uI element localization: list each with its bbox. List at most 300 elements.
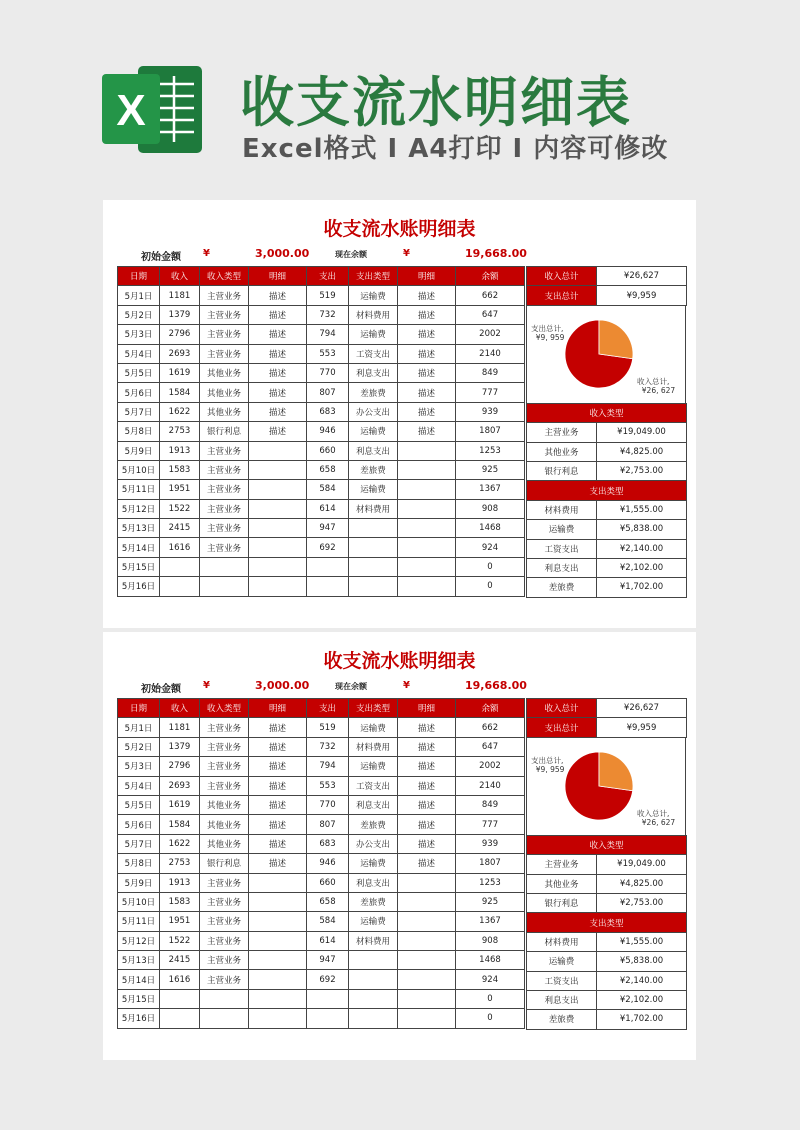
table-cell[interactable]: 2002	[456, 757, 525, 776]
table-cell[interactable]: 5月16日	[118, 577, 160, 596]
table-cell[interactable]: 描述	[249, 344, 307, 363]
expense-type-amount[interactable]: ¥2,102.00	[597, 990, 687, 1009]
table-cell[interactable]: 5月10日	[118, 892, 160, 911]
expense-type-row	[527, 1010, 687, 1029]
table-cell[interactable]: 主营业务	[200, 460, 249, 479]
table-cell[interactable]: 1367	[456, 480, 525, 499]
table-cell[interactable]: 5月1日	[118, 718, 160, 737]
expense-type-amount[interactable]: ¥5,838.00	[597, 952, 687, 971]
table-cell[interactable]: 5月2日	[118, 305, 160, 324]
table-cell[interactable]: 描述	[398, 757, 456, 776]
income-type-amount[interactable]: ¥2,753.00	[597, 461, 687, 480]
table-cell[interactable]	[249, 480, 307, 499]
table-cell[interactable]: 主营业务	[200, 286, 249, 305]
income-type-amount[interactable]: ¥19,049.00	[597, 423, 687, 442]
table-cell[interactable]: 主营业务	[200, 441, 249, 460]
table-cell[interactable]	[200, 557, 249, 576]
expense-type-amount[interactable]: ¥1,702.00	[597, 1010, 687, 1029]
table-cell[interactable]: 描述	[398, 854, 456, 873]
table-cell[interactable]: 1584	[160, 815, 200, 834]
table-cell[interactable]: 主营业务	[200, 718, 249, 737]
table-cell[interactable]	[249, 577, 307, 596]
table-cell[interactable]: 描述	[249, 422, 307, 441]
table-cell[interactable]: 1253	[456, 873, 525, 892]
table-cell[interactable]: 658	[307, 460, 349, 479]
income-type-name: 银行利息	[527, 893, 597, 912]
table-row	[118, 737, 525, 756]
table-cell[interactable]: 1181	[160, 286, 200, 305]
balance-currency: ¥	[403, 248, 410, 259]
table-cell[interactable]: 5月6日	[118, 815, 160, 834]
table-cell[interactable]: 描述	[398, 776, 456, 795]
table-cell[interactable]: 描述	[249, 834, 307, 853]
table-cell[interactable]: 908	[456, 499, 525, 518]
table-cell[interactable]: 描述	[249, 757, 307, 776]
table-row	[118, 912, 525, 931]
table-row	[118, 363, 525, 382]
table-cell[interactable]: 2140	[456, 776, 525, 795]
table-cell[interactable]: 5月2日	[118, 737, 160, 756]
table-cell[interactable]	[160, 557, 200, 576]
table-cell[interactable]: 办公支出	[349, 834, 398, 853]
table-cell[interactable]: 1807	[456, 854, 525, 873]
table-cell[interactable]: 1367	[456, 912, 525, 931]
table-cell[interactable]: 主营业务	[200, 305, 249, 324]
table-cell[interactable]: 描述	[398, 344, 456, 363]
table-cell[interactable]: 732	[307, 737, 349, 756]
page-subtitle: Excel格式 I A4打印 I 内容可修改	[242, 134, 669, 164]
table-cell[interactable]: 1807	[456, 422, 525, 441]
table-cell[interactable]: 519	[307, 718, 349, 737]
table-cell[interactable]	[249, 970, 307, 989]
table-cell[interactable]: 2796	[160, 757, 200, 776]
table-cell[interactable]: 其他业务	[200, 815, 249, 834]
table-cell[interactable]	[349, 970, 398, 989]
table-cell[interactable]: 材料费用	[349, 931, 398, 950]
table-cell[interactable]: 材料费用	[349, 305, 398, 324]
table-cell[interactable]: 946	[307, 422, 349, 441]
table-cell[interactable]: 614	[307, 499, 349, 518]
expense-total-value[interactable]: ¥9,959	[597, 286, 687, 305]
table-cell[interactable]: 584	[307, 912, 349, 931]
income-total-value[interactable]: ¥26,627	[597, 699, 687, 718]
table-cell[interactable]: 描述	[249, 325, 307, 344]
table-cell[interactable]: 947	[307, 519, 349, 538]
table-cell[interactable]: 银行利息	[200, 854, 249, 873]
table-cell[interactable]	[349, 989, 398, 1008]
table-cell[interactable]: 519	[307, 286, 349, 305]
income-type-name: 主营业务	[527, 423, 597, 442]
table-cell[interactable]: 主营业务	[200, 776, 249, 795]
table-cell[interactable]: 主营业务	[200, 912, 249, 931]
table-cell[interactable]	[307, 577, 349, 596]
table-cell[interactable]	[160, 577, 200, 596]
table-cell[interactable]: 2140	[456, 344, 525, 363]
table-cell[interactable]: 描述	[249, 815, 307, 834]
table-cell[interactable]: 5月11日	[118, 912, 160, 931]
table-cell[interactable]: 1253	[456, 441, 525, 460]
expense-type-name: 运输费	[527, 952, 597, 971]
table-cell[interactable]: 运输费	[349, 422, 398, 441]
table-cell[interactable]: 运输费	[349, 912, 398, 931]
table-cell[interactable]: 849	[456, 363, 525, 382]
table-cell[interactable]: 主营业务	[200, 538, 249, 557]
table-cell[interactable]	[398, 499, 456, 518]
table-cell[interactable]: 0	[456, 989, 525, 1008]
table-cell[interactable]: 660	[307, 873, 349, 892]
table-cell[interactable]	[349, 519, 398, 538]
table-cell[interactable]: 5月13日	[118, 519, 160, 538]
table-cell[interactable]: 描述	[398, 834, 456, 853]
table-cell[interactable]: 946	[307, 854, 349, 873]
table-cell[interactable]	[307, 1009, 349, 1028]
table-cell[interactable]: 1622	[160, 834, 200, 853]
table-cell[interactable]: 939	[456, 402, 525, 421]
table-cell[interactable]	[398, 1009, 456, 1028]
table-cell[interactable]: 849	[456, 795, 525, 814]
table-cell[interactable]: 5月3日	[118, 757, 160, 776]
table-cell[interactable]: 807	[307, 815, 349, 834]
table-cell[interactable]: 2693	[160, 344, 200, 363]
table-cell[interactable]: 5月5日	[118, 363, 160, 382]
table-cell[interactable]	[249, 931, 307, 950]
table-cell[interactable]: 材料费用	[349, 737, 398, 756]
table-cell[interactable]: 描述	[398, 286, 456, 305]
table-cell[interactable]	[249, 557, 307, 576]
table-cell[interactable]: 主营业务	[200, 480, 249, 499]
column-header: 收入类型	[200, 267, 249, 286]
table-cell[interactable]: 1619	[160, 363, 200, 382]
table-cell[interactable]: 732	[307, 305, 349, 324]
table-cell[interactable]: 924	[456, 970, 525, 989]
table-cell[interactable]: 主营业务	[200, 519, 249, 538]
table-cell[interactable]	[249, 519, 307, 538]
table-cell[interactable]: 差旅费	[349, 383, 398, 402]
table-cell[interactable]: 主营业务	[200, 951, 249, 970]
table-cell[interactable]: 描述	[249, 795, 307, 814]
table-cell[interactable]: 5月9日	[118, 873, 160, 892]
table-cell[interactable]: 描述	[398, 402, 456, 421]
table-cell[interactable]	[249, 873, 307, 892]
table-cell[interactable]: 2415	[160, 951, 200, 970]
table-cell[interactable]: 差旅费	[349, 815, 398, 834]
table-cell[interactable]: 描述	[249, 363, 307, 382]
table-cell[interactable]: 794	[307, 757, 349, 776]
table-cell[interactable]	[398, 441, 456, 460]
table-cell[interactable]: 1522	[160, 931, 200, 950]
table-cell[interactable]	[249, 499, 307, 518]
table-cell[interactable]: 908	[456, 931, 525, 950]
table-cell[interactable]: 描述	[398, 795, 456, 814]
table-cell[interactable]: 差旅费	[349, 460, 398, 479]
table-cell[interactable]: 其他业务	[200, 795, 249, 814]
table-cell[interactable]	[307, 989, 349, 1008]
table-cell[interactable]: 5月3日	[118, 325, 160, 344]
table-row	[118, 931, 525, 950]
table-cell[interactable]: 描述	[249, 718, 307, 737]
table-cell[interactable]	[398, 460, 456, 479]
table-cell[interactable]: 银行利息	[200, 422, 249, 441]
table-cell[interactable]: 1379	[160, 305, 200, 324]
table-cell[interactable]: 662	[456, 718, 525, 737]
income-total-label: 收入总计	[527, 267, 597, 286]
table-cell[interactable]: 主营业务	[200, 344, 249, 363]
table-cell[interactable]: 描述	[249, 776, 307, 795]
table-cell[interactable]: 主营业务	[200, 737, 249, 756]
table-cell[interactable]: 主营业务	[200, 873, 249, 892]
table-cell[interactable]: 0	[456, 1009, 525, 1028]
table-cell[interactable]: 925	[456, 460, 525, 479]
table-cell[interactable]: 描述	[398, 422, 456, 441]
table-cell[interactable]: 利息支出	[349, 441, 398, 460]
table-cell[interactable]: 描述	[249, 737, 307, 756]
table-cell[interactable]	[200, 577, 249, 596]
table-cell[interactable]: 描述	[398, 383, 456, 402]
table-cell[interactable]: 5月16日	[118, 1009, 160, 1028]
table-cell[interactable]	[398, 912, 456, 931]
pie-slice-expense	[599, 320, 633, 359]
table-cell[interactable]	[160, 989, 200, 1008]
expense-type-amount[interactable]: ¥2,140.00	[597, 539, 687, 558]
table-cell[interactable]: 5月4日	[118, 344, 160, 363]
table-cell[interactable]: 描述	[398, 737, 456, 756]
column-header: 明细	[398, 699, 456, 718]
table-cell[interactable]	[349, 951, 398, 970]
table-cell[interactable]: 5月8日	[118, 422, 160, 441]
income-type-amount[interactable]: ¥2,753.00	[597, 893, 687, 912]
table-cell[interactable]: 利息支出	[349, 873, 398, 892]
table-cell[interactable]	[398, 538, 456, 557]
table-cell[interactable]: 1583	[160, 892, 200, 911]
table-cell[interactable]: 1181	[160, 718, 200, 737]
table-cell[interactable]: 办公支出	[349, 402, 398, 421]
table-cell[interactable]: 5月15日	[118, 557, 160, 576]
table-cell[interactable]: 描述	[249, 402, 307, 421]
table-cell[interactable]: 描述	[398, 815, 456, 834]
table-cell[interactable]: 660	[307, 441, 349, 460]
table-cell[interactable]: 描述	[249, 305, 307, 324]
table-cell[interactable]: 1622	[160, 402, 200, 421]
table-cell[interactable]: 683	[307, 834, 349, 853]
table-row	[118, 422, 525, 441]
table-cell[interactable]: 2796	[160, 325, 200, 344]
table-cell[interactable]: 2002	[456, 325, 525, 344]
table-cell[interactable]	[249, 460, 307, 479]
table-cell[interactable]: 运输费	[349, 854, 398, 873]
table-cell[interactable]: 描述	[249, 286, 307, 305]
table-cell[interactable]	[349, 1009, 398, 1028]
table-cell[interactable]: 924	[456, 538, 525, 557]
table-cell[interactable]: 利息支出	[349, 363, 398, 382]
table-cell[interactable]: 其他业务	[200, 402, 249, 421]
table-cell[interactable]: 5月1日	[118, 286, 160, 305]
table-cell[interactable]: 5月6日	[118, 383, 160, 402]
table-cell[interactable]: 5月4日	[118, 776, 160, 795]
table-cell[interactable]: 614	[307, 931, 349, 950]
table-cell[interactable]: 1616	[160, 538, 200, 557]
table-cell[interactable]	[249, 912, 307, 931]
table-cell[interactable]	[398, 557, 456, 576]
column-header: 收入	[160, 267, 200, 286]
expense-type-amount[interactable]: ¥1,555.00	[597, 932, 687, 951]
table-cell[interactable]: 主营业务	[200, 970, 249, 989]
table-cell[interactable]: 683	[307, 402, 349, 421]
table-cell[interactable]: 5月7日	[118, 402, 160, 421]
table-cell[interactable]: 5月12日	[118, 499, 160, 518]
table-cell[interactable]: 工资支出	[349, 776, 398, 795]
table-cell[interactable]: 770	[307, 363, 349, 382]
table-cell[interactable]	[398, 873, 456, 892]
table-cell[interactable]: 1951	[160, 912, 200, 931]
income-type-row	[527, 893, 687, 912]
table-cell[interactable]: 1616	[160, 970, 200, 989]
table-cell[interactable]	[398, 970, 456, 989]
table-cell[interactable]: 2415	[160, 519, 200, 538]
table-cell[interactable]: 主营业务	[200, 499, 249, 518]
table-cell[interactable]: 5月14日	[118, 970, 160, 989]
table-cell[interactable]: 差旅费	[349, 892, 398, 911]
expense-total-label: 支出总计	[527, 286, 597, 305]
table-cell[interactable]: 5月12日	[118, 931, 160, 950]
table-cell[interactable]	[398, 989, 456, 1008]
table-cell[interactable]: 2753	[160, 854, 200, 873]
table-cell[interactable]: 553	[307, 344, 349, 363]
table-cell[interactable]	[249, 989, 307, 1008]
table-cell[interactable]: 其他业务	[200, 834, 249, 853]
table-cell[interactable]: 主营业务	[200, 757, 249, 776]
table-cell[interactable]: 1468	[456, 519, 525, 538]
table-cell[interactable]: 692	[307, 970, 349, 989]
table-cell[interactable]: 5月11日	[118, 480, 160, 499]
table-cell[interactable]: 1913	[160, 441, 200, 460]
table-cell[interactable]: 939	[456, 834, 525, 853]
table-cell[interactable]: 807	[307, 383, 349, 402]
table-cell[interactable]: 1951	[160, 480, 200, 499]
balance-currency: ¥	[403, 680, 410, 691]
table-cell[interactable]: 1522	[160, 499, 200, 518]
table-cell[interactable]	[398, 931, 456, 950]
income-type-amount[interactable]: ¥4,825.00	[597, 874, 687, 893]
table-cell[interactable]: 5月9日	[118, 441, 160, 460]
table-cell[interactable]	[398, 519, 456, 538]
income-type-amount[interactable]: ¥4,825.00	[597, 442, 687, 461]
table-cell[interactable]: 描述	[249, 383, 307, 402]
table-cell[interactable]: 692	[307, 538, 349, 557]
expense-type-amount[interactable]: ¥2,102.00	[597, 558, 687, 577]
table-cell[interactable]: 运输费	[349, 480, 398, 499]
table-cell[interactable]: 其他业务	[200, 383, 249, 402]
table-cell[interactable]: 584	[307, 480, 349, 499]
income-type-amount[interactable]: ¥19,049.00	[597, 855, 687, 874]
table-cell[interactable]: 647	[456, 305, 525, 324]
table-cell[interactable]: 647	[456, 737, 525, 756]
table-cell[interactable]: 主营业务	[200, 931, 249, 950]
expense-type-amount[interactable]: ¥1,555.00	[597, 500, 687, 519]
table-cell[interactable]	[160, 1009, 200, 1028]
table-cell[interactable]: 描述	[249, 854, 307, 873]
table-cell[interactable]: 其他业务	[200, 363, 249, 382]
table-cell[interactable]	[249, 951, 307, 970]
table-cell[interactable]	[398, 577, 456, 596]
table-cell[interactable]: 658	[307, 892, 349, 911]
table-cell[interactable]: 运输费	[349, 757, 398, 776]
expense-total-value[interactable]: ¥9,959	[597, 718, 687, 737]
table-cell[interactable]: 794	[307, 325, 349, 344]
table-cell[interactable]: 5月13日	[118, 951, 160, 970]
expense-type-amount[interactable]: ¥1,702.00	[597, 578, 687, 597]
table-cell[interactable]: 1913	[160, 873, 200, 892]
expense-type-amount[interactable]: ¥5,838.00	[597, 520, 687, 539]
table-cell[interactable]: 553	[307, 776, 349, 795]
table-cell[interactable]: 5月8日	[118, 854, 160, 873]
table-cell[interactable]	[349, 557, 398, 576]
table-cell[interactable]: 1468	[456, 951, 525, 970]
income-type-name: 其他业务	[527, 442, 597, 461]
table-cell[interactable]: 描述	[398, 718, 456, 737]
table-cell[interactable]: 2753	[160, 422, 200, 441]
table-cell[interactable]	[249, 892, 307, 911]
income-total-value[interactable]: ¥26,627	[597, 267, 687, 286]
table-cell[interactable]: 1379	[160, 737, 200, 756]
table-cell[interactable]: 材料费用	[349, 499, 398, 518]
table-cell[interactable]: 5月15日	[118, 989, 160, 1008]
table-cell[interactable]: 描述	[398, 305, 456, 324]
table-cell[interactable]	[249, 538, 307, 557]
table-cell[interactable]: 1584	[160, 383, 200, 402]
table-cell[interactable]: 0	[456, 577, 525, 596]
table-cell[interactable]: 5月5日	[118, 795, 160, 814]
income-type-row	[527, 855, 687, 874]
table-cell[interactable]	[349, 577, 398, 596]
table-cell[interactable]: 运输费	[349, 286, 398, 305]
table-cell[interactable]: 主营业务	[200, 325, 249, 344]
table-cell[interactable]	[307, 557, 349, 576]
table-cell[interactable]	[200, 1009, 249, 1028]
table-cell[interactable]: 利息支出	[349, 795, 398, 814]
table-cell[interactable]: 1583	[160, 460, 200, 479]
table-cell[interactable]: 5月14日	[118, 538, 160, 557]
table-cell[interactable]	[249, 1009, 307, 1028]
table-cell[interactable]: 1619	[160, 795, 200, 814]
table-cell[interactable]	[349, 538, 398, 557]
table-cell[interactable]: 5月7日	[118, 834, 160, 853]
table-cell[interactable]: 工资支出	[349, 344, 398, 363]
table-cell[interactable]: 运输费	[349, 718, 398, 737]
table-cell[interactable]: 主营业务	[200, 892, 249, 911]
table-cell[interactable]	[200, 989, 249, 1008]
table-cell[interactable]: 描述	[398, 363, 456, 382]
table-cell[interactable]: 925	[456, 892, 525, 911]
table-cell[interactable]: 662	[456, 286, 525, 305]
expense-type-amount[interactable]: ¥2,140.00	[597, 971, 687, 990]
table-cell[interactable]: 777	[456, 383, 525, 402]
pie-slice-expense	[599, 752, 633, 791]
table-cell[interactable]: 947	[307, 951, 349, 970]
table-cell[interactable]: 运输费	[349, 325, 398, 344]
table-cell[interactable]	[398, 892, 456, 911]
expense-type-row	[527, 932, 687, 951]
table-row	[118, 854, 525, 873]
table-cell[interactable]: 5月10日	[118, 460, 160, 479]
table-cell[interactable]	[398, 480, 456, 499]
table-cell[interactable]: 0	[456, 557, 525, 576]
table-cell[interactable]	[398, 951, 456, 970]
table-cell[interactable]: 770	[307, 795, 349, 814]
table-cell[interactable]: 777	[456, 815, 525, 834]
table-cell[interactable]	[249, 441, 307, 460]
table-cell[interactable]: 描述	[398, 325, 456, 344]
table-cell[interactable]: 2693	[160, 776, 200, 795]
